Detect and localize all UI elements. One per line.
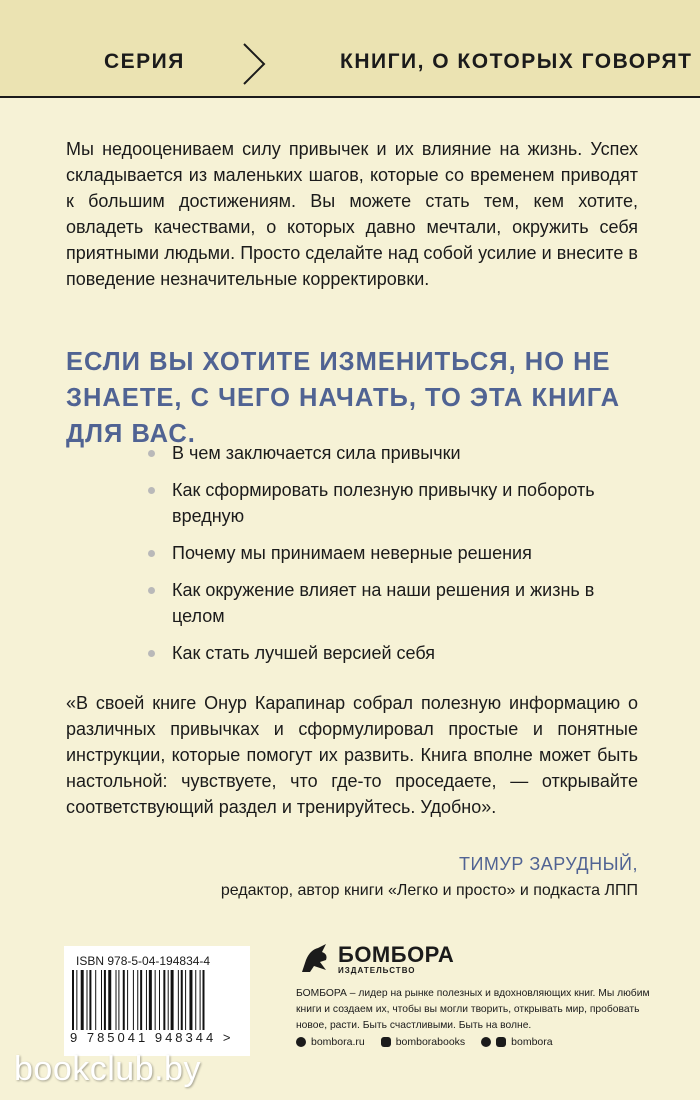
social-link-channels[interactable]: bombora bbox=[481, 1036, 552, 1048]
vk-icon bbox=[381, 1037, 391, 1047]
series-name: КНИГИ, О КОТОРЫХ ГОВОРЯТ bbox=[340, 50, 693, 73]
isbn-number: ISBN 978-5-04-194834-4 bbox=[76, 954, 211, 968]
review-quote: «В своей книге Онур Карапинар собрал полезную информацию о различных привычках и сформулировал простые и понятные инструкции, которые помогут их развить. Книга вполне может быть настольной: чувствуете, что где-то проседаете, — открывайте соответствующий раздел и тренируйтесь. Удобно». bbox=[66, 693, 638, 817]
bullet-icon bbox=[148, 587, 155, 594]
globe-icon bbox=[296, 1037, 306, 1047]
telegram-icon bbox=[481, 1037, 491, 1047]
list-item: Как сформировать полезную привычку и побороть вредную bbox=[146, 477, 646, 529]
bullet-icon bbox=[148, 487, 155, 494]
intro-paragraph: Мы недооцениваем силу привычек и их влияние на жизнь. Успех складывается из маленьких шагов, которые со временем приводят к большим достижениям. Вы можете стать тем, кем хотите, овладеть качествами, о которых давно мечтали, окружить себя приятными людьми. Просто сделайте над собой усилие и внесите в поведение незначительные корректировки. bbox=[66, 139, 638, 289]
series-label: СЕРИЯ bbox=[104, 50, 185, 73]
social-link-vk[interactable]: bomborabooks bbox=[381, 1036, 465, 1048]
chevron-right-icon bbox=[238, 40, 270, 88]
barcode-block bbox=[64, 946, 250, 1056]
barcode-icon bbox=[70, 970, 244, 1030]
barcode-digits: 9 785041 948344 > bbox=[70, 1030, 234, 1045]
bullet-icon bbox=[148, 650, 155, 657]
list-item: В чем заключается сила привычки bbox=[146, 440, 646, 466]
headline: ЕСЛИ ВЫ ХОТИТЕ ИЗМЕНИТЬСЯ, НО НЕ ЗНАЕТЕ, С ЧЕГО НАЧАТЬ, ТО ЭТА КНИГА ДЛЯ ВАС. bbox=[66, 348, 621, 448]
bullet-icon bbox=[148, 450, 155, 457]
series-header bbox=[0, 0, 700, 98]
bullet-icon bbox=[148, 550, 155, 557]
publisher-description: БОМБОРА – лидер на рынке полезных и вдохновляющих книг. Мы любим книги и создаем их, чтобы вы могли творить, открывать мир, пробовать новое, расти. Быть счастливыми. Быть на волне. bbox=[296, 988, 650, 1031]
publisher-name: БОМБОРА bbox=[338, 942, 455, 967]
social-links bbox=[296, 1036, 553, 1048]
bullet-list bbox=[146, 440, 646, 677]
youtube-icon bbox=[496, 1037, 506, 1047]
list-item: Как стать лучшей версией себя bbox=[146, 640, 646, 666]
list-item: Как окружение влияет на наши решения и жизнь в целом bbox=[146, 577, 646, 629]
quote-author-name: ТИМУР ЗАРУДНЫЙ, bbox=[458, 854, 638, 874]
social-link-site[interactable]: bombora.ru bbox=[296, 1036, 365, 1048]
publisher-subtitle: ИЗДАТЕЛЬСТВО bbox=[338, 966, 416, 975]
site-watermark: bookclub.by bbox=[14, 1050, 201, 1088]
bombora-logo-icon bbox=[296, 940, 332, 976]
quote-author-description: редактор, автор книги «Легко и просто» и подкаста ЛПП bbox=[220, 882, 638, 899]
list-item: Почему мы принимаем неверные решения bbox=[146, 540, 646, 566]
